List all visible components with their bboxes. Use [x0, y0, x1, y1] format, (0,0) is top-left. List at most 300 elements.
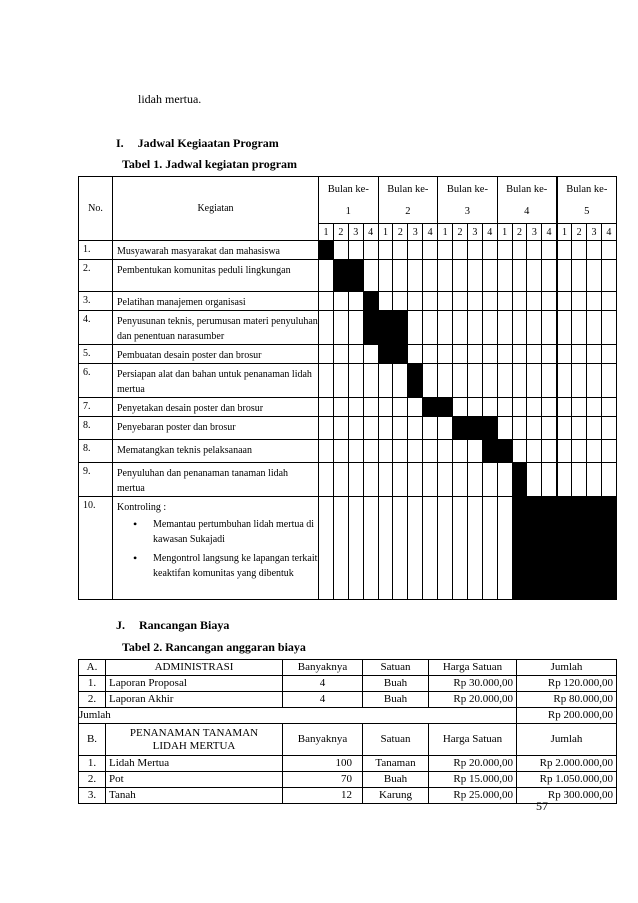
sub-list-item: • Mengontrol langsung ke lapangan terkait keaktifan komunitas yang dibentuk	[153, 551, 318, 581]
schedule-cell-filled	[512, 497, 527, 600]
schedule-cell	[557, 311, 572, 345]
schedule-row	[79, 398, 617, 417]
schedule-table	[78, 176, 617, 600]
schedule-cell	[542, 345, 557, 364]
schedule-cell	[512, 440, 527, 463]
schedule-cell	[363, 260, 378, 292]
schedule-cell	[572, 440, 587, 463]
schedule-cell	[542, 364, 557, 398]
schedule-cell	[482, 463, 497, 497]
schedule-cell-filled	[319, 241, 334, 260]
schedule-cell	[378, 364, 393, 398]
schedule-cell	[587, 311, 602, 345]
budget-a-total: Jumlah Rp 200.000,00	[79, 708, 617, 724]
schedule-cell	[467, 398, 482, 417]
row-number: 6.	[79, 364, 113, 398]
schedule-cell	[557, 241, 572, 260]
schedule-cell	[423, 241, 438, 260]
schedule-cell	[601, 440, 616, 463]
week-label: 1	[557, 224, 572, 241]
schedule-cell	[527, 364, 542, 398]
week-label: 3	[348, 224, 363, 241]
schedule-cell-filled	[363, 311, 378, 345]
schedule-cell	[423, 364, 438, 398]
schedule-cell-filled	[348, 260, 363, 292]
schedule-cell	[438, 260, 453, 292]
schedule-cell	[527, 398, 542, 417]
schedule-cell	[438, 364, 453, 398]
schedule-cell	[423, 417, 438, 440]
activity-text: Pembuatan desain poster dan brosur	[117, 350, 262, 361]
activity-cell	[113, 241, 319, 260]
week-label: 1	[438, 224, 453, 241]
row-number: 10.	[79, 497, 113, 600]
schedule-cell	[333, 417, 348, 440]
schedule-cell	[348, 417, 363, 440]
schedule-cell-filled	[438, 398, 453, 417]
schedule-cell	[348, 311, 363, 345]
schedule-cell	[601, 417, 616, 440]
budget-table	[78, 659, 617, 804]
month-header: Bulan ke- 3	[438, 177, 498, 224]
schedule-cell	[601, 292, 616, 311]
budget-b-row: 3. Tanah 12 Karung Rp 25.000,00 Rp 300.000,00	[79, 788, 617, 804]
schedule-cell	[408, 292, 423, 311]
month-header: Bulan ke- 2	[378, 177, 438, 224]
schedule-cell	[601, 260, 616, 292]
schedule-cell	[527, 345, 542, 364]
schedule-row	[79, 417, 617, 440]
schedule-cell	[587, 440, 602, 463]
schedule-cell	[497, 398, 512, 417]
schedule-cell	[542, 398, 557, 417]
schedule-cell-filled	[482, 417, 497, 440]
schedule-cell	[557, 292, 572, 311]
schedule-cell	[512, 417, 527, 440]
schedule-cell-filled	[408, 364, 423, 398]
schedule-cell	[497, 497, 512, 600]
schedule-cell	[423, 260, 438, 292]
schedule-cell	[467, 292, 482, 311]
budget-a-row: 2. Laporan Akhir 4 Buah Rp 20.000,00 Rp 80.000,00	[79, 692, 617, 708]
schedule-cell	[527, 292, 542, 311]
week-label: 2	[333, 224, 348, 241]
schedule-cell	[408, 497, 423, 600]
schedule-cell	[453, 311, 468, 345]
schedule-cell	[363, 463, 378, 497]
schedule-cell	[572, 345, 587, 364]
schedule-cell-filled	[542, 497, 557, 600]
activity-text: Penyetakan desain poster dan brosur	[117, 403, 264, 414]
week-label: 4	[423, 224, 438, 241]
schedule-cell	[557, 463, 572, 497]
schedule-cell-filled	[557, 497, 572, 600]
schedule-cell	[587, 364, 602, 398]
schedule-cell	[438, 345, 453, 364]
schedule-cell	[572, 311, 587, 345]
schedule-cell	[333, 463, 348, 497]
schedule-cell	[438, 440, 453, 463]
schedule-cell	[333, 364, 348, 398]
activity-text: Pelatihan manajemen organisasi	[117, 297, 246, 308]
schedule-cell	[512, 398, 527, 417]
schedule-row	[79, 241, 617, 260]
schedule-cell	[348, 345, 363, 364]
schedule-cell	[557, 398, 572, 417]
schedule-cell	[348, 241, 363, 260]
schedule-cell	[557, 364, 572, 398]
schedule-cell	[497, 417, 512, 440]
schedule-cell	[408, 417, 423, 440]
schedule-cell	[601, 364, 616, 398]
schedule-cell	[572, 417, 587, 440]
schedule-cell	[319, 311, 334, 345]
row-number: 4.	[79, 311, 113, 345]
row-number: 3.	[79, 292, 113, 311]
schedule-cell	[423, 292, 438, 311]
schedule-cell	[363, 417, 378, 440]
week-label: 1	[319, 224, 334, 241]
schedule-cell	[319, 292, 334, 311]
page-number: 57	[536, 799, 548, 813]
schedule-cell	[333, 345, 348, 364]
schedule-row	[79, 497, 617, 600]
row-number: 7.	[79, 398, 113, 417]
week-label: 1	[378, 224, 393, 241]
activity-cell	[113, 345, 319, 364]
schedule-cell	[438, 463, 453, 497]
schedule-row	[79, 364, 617, 398]
schedule-cell	[512, 260, 527, 292]
schedule-cell	[423, 311, 438, 345]
schedule-cell	[363, 440, 378, 463]
schedule-cell	[601, 398, 616, 417]
activity-cell	[113, 398, 319, 417]
activity-text: Pembentukan komunitas peduli lingkungan	[117, 265, 291, 276]
schedule-cell	[467, 241, 482, 260]
schedule-cell	[482, 292, 497, 311]
schedule-cell-filled	[512, 463, 527, 497]
schedule-cell	[557, 440, 572, 463]
schedule-cell	[319, 463, 334, 497]
schedule-cell-filled	[497, 440, 512, 463]
row-number: 8.	[79, 440, 113, 463]
week-label: 3	[527, 224, 542, 241]
schedule-cell	[527, 440, 542, 463]
week-label: 3	[408, 224, 423, 241]
schedule-cell	[333, 497, 348, 600]
section-j-heading	[116, 618, 229, 633]
schedule-cell	[497, 463, 512, 497]
schedule-cell	[393, 241, 408, 260]
schedule-cell	[363, 398, 378, 417]
schedule-cell	[453, 440, 468, 463]
schedule-cell	[319, 398, 334, 417]
schedule-cell	[587, 463, 602, 497]
schedule-cell	[319, 345, 334, 364]
schedule-cell	[453, 345, 468, 364]
activity-cell	[113, 463, 319, 497]
schedule-cell	[363, 345, 378, 364]
schedule-cell	[497, 345, 512, 364]
schedule-cell	[333, 311, 348, 345]
section-j-title: Rancangan Biaya	[139, 618, 230, 632]
schedule-cell-filled	[527, 497, 542, 600]
schedule-cell	[319, 260, 334, 292]
schedule-cell	[542, 260, 557, 292]
schedule-cell	[542, 241, 557, 260]
schedule-cell	[512, 364, 527, 398]
schedule-cell	[348, 364, 363, 398]
schedule-cell	[348, 463, 363, 497]
schedule-cell	[319, 417, 334, 440]
schedule-cell	[467, 364, 482, 398]
activity-cell	[113, 260, 319, 292]
schedule-cell	[572, 463, 587, 497]
schedule-cell	[601, 345, 616, 364]
schedule-cell	[319, 497, 334, 600]
schedule-cell	[438, 417, 453, 440]
schedule-cell	[408, 260, 423, 292]
schedule-cell	[467, 260, 482, 292]
schedule-cell	[572, 260, 587, 292]
schedule-cell	[482, 311, 497, 345]
schedule-cell	[453, 463, 468, 497]
schedule-cell	[423, 497, 438, 600]
schedule-row	[79, 292, 617, 311]
activity-cell	[113, 311, 319, 345]
schedule-cell	[572, 364, 587, 398]
week-label: 2	[512, 224, 527, 241]
schedule-cell	[512, 311, 527, 345]
row-number: 2.	[79, 260, 113, 292]
schedule-cell	[438, 497, 453, 600]
sub-list-item: • Memantau pertumbuhan lidah mertua di kawasan Sukajadi	[153, 517, 318, 547]
schedule-cell	[378, 241, 393, 260]
schedule-cell	[542, 311, 557, 345]
schedule-cell	[393, 398, 408, 417]
schedule-cell	[557, 260, 572, 292]
schedule-cell	[319, 364, 334, 398]
schedule-cell-filled	[467, 417, 482, 440]
schedule-cell	[393, 463, 408, 497]
month-header: Bulan ke- 4	[497, 177, 557, 224]
schedule-cell-filled	[482, 440, 497, 463]
schedule-cell	[587, 241, 602, 260]
schedule-cell	[333, 241, 348, 260]
activity-text: Persiapan alat dan bahan untuk penanaman lidah mertua	[117, 369, 312, 395]
schedule-cell	[527, 260, 542, 292]
schedule-row	[79, 463, 617, 497]
schedule-cell	[423, 463, 438, 497]
activity-cell	[113, 440, 319, 463]
schedule-cell	[587, 345, 602, 364]
schedule-cell	[527, 463, 542, 497]
schedule-cell	[542, 417, 557, 440]
schedule-cell	[557, 345, 572, 364]
schedule-cell	[438, 241, 453, 260]
schedule-cell	[512, 241, 527, 260]
week-label: 4	[542, 224, 557, 241]
schedule-cell	[348, 398, 363, 417]
activity-cell	[113, 417, 319, 440]
section-i-label: I.	[116, 136, 124, 150]
intro-line: lidah mertua.	[138, 92, 202, 106]
schedule-cell	[497, 364, 512, 398]
section-i-title: Jadwal Kegiaatan Program	[137, 136, 279, 150]
schedule-cell	[363, 497, 378, 600]
activity-text: Kontroling :	[117, 502, 167, 513]
schedule-cell	[408, 311, 423, 345]
section-j-label: J.	[116, 618, 125, 632]
schedule-cell-filled	[393, 345, 408, 364]
schedule-cell-filled	[378, 345, 393, 364]
schedule-cell	[601, 241, 616, 260]
schedule-cell	[467, 463, 482, 497]
schedule-cell	[408, 463, 423, 497]
schedule-cell	[378, 417, 393, 440]
schedule-cell	[542, 463, 557, 497]
schedule-cell	[393, 497, 408, 600]
month-header: Bulan ke- 5	[557, 177, 617, 224]
activity-text: Penyuluhan dan penanaman tanaman lidah mertua	[117, 468, 289, 494]
schedule-cell	[497, 241, 512, 260]
schedule-cell-filled	[587, 497, 602, 600]
activity-text: Penyebaran poster dan brosur	[117, 422, 236, 433]
schedule-cell-filled	[393, 311, 408, 345]
schedule-cell	[467, 311, 482, 345]
table1-caption: Tabel 1. Jadwal kegiatan program	[122, 157, 298, 171]
sub-list	[117, 517, 318, 581]
schedule-cell	[587, 417, 602, 440]
schedule-cell	[482, 398, 497, 417]
schedule-cell	[363, 241, 378, 260]
week-label: 2	[393, 224, 408, 241]
schedule-cell	[572, 398, 587, 417]
schedule-cell	[438, 311, 453, 345]
week-label: 2	[572, 224, 587, 241]
schedule-cell	[378, 398, 393, 417]
schedule-cell	[467, 440, 482, 463]
schedule-cell	[408, 345, 423, 364]
budget-a-row: 1. Laporan Proposal 4 Buah Rp 30.000,00 Rp 120.000,00	[79, 676, 617, 692]
schedule-cell	[319, 440, 334, 463]
week-label: 1	[497, 224, 512, 241]
schedule-row	[79, 345, 617, 364]
schedule-cell	[378, 440, 393, 463]
schedule-row	[79, 260, 617, 292]
schedule-cell	[467, 345, 482, 364]
schedule-cell	[601, 311, 616, 345]
schedule-cell	[482, 497, 497, 600]
schedule-cell	[512, 345, 527, 364]
schedule-cell	[393, 440, 408, 463]
activity-cell	[113, 364, 319, 398]
schedule-cell	[587, 292, 602, 311]
schedule-cell	[572, 292, 587, 311]
schedule-cell	[572, 241, 587, 260]
row-number: 8.	[79, 417, 113, 440]
schedule-cell	[408, 440, 423, 463]
month-header: Bulan ke- 1	[319, 177, 379, 224]
schedule-cell	[393, 364, 408, 398]
schedule-cell-filled	[363, 292, 378, 311]
schedule-cell	[363, 364, 378, 398]
schedule-cell	[378, 497, 393, 600]
col-kegiatan-header: Kegiatan	[113, 177, 319, 241]
week-label: 3	[467, 224, 482, 241]
schedule-cell	[348, 440, 363, 463]
schedule-cell	[393, 260, 408, 292]
row-number: 9.	[79, 463, 113, 497]
schedule-cell	[497, 311, 512, 345]
schedule-cell	[423, 345, 438, 364]
week-label: 2	[453, 224, 468, 241]
schedule-cell	[527, 417, 542, 440]
section-i-heading	[116, 136, 279, 151]
schedule-row	[79, 311, 617, 345]
schedule-cell-filled	[453, 417, 468, 440]
schedule-cell	[453, 364, 468, 398]
schedule-cell	[497, 292, 512, 311]
schedule-cell	[527, 311, 542, 345]
activity-cell	[113, 292, 319, 311]
schedule-cell	[393, 292, 408, 311]
schedule-cell-filled	[601, 497, 616, 600]
week-label: 3	[587, 224, 602, 241]
activity-text: Musyawarah masyarakat dan mahasiswa	[117, 246, 280, 257]
schedule-cell	[601, 463, 616, 497]
row-number: 1.	[79, 241, 113, 260]
budget-b-header: B. PENANAMAN TANAMAN LIDAH MERTUA Banyaknya Satuan Harga Satuan Jumlah	[79, 724, 617, 756]
schedule-cell	[393, 417, 408, 440]
schedule-cell	[408, 241, 423, 260]
budget-b-row: 2. Pot 70 Buah Rp 15.000,00 Rp 1.050.000,00	[79, 772, 617, 788]
schedule-cell	[482, 364, 497, 398]
col-no-header: No.	[79, 177, 113, 241]
schedule-cell	[408, 398, 423, 417]
activity-text: Mematangkan teknis pelaksanaan	[117, 445, 252, 456]
activity-text: Penyusunan teknis, perumusan materi penyuluhan dan penentuan narasumber	[117, 316, 318, 342]
schedule-cell	[378, 463, 393, 497]
budget-b-row: 1. Lidah Mertua 100 Tanaman Rp 20.000,00 Rp 2.000.000,00	[79, 756, 617, 772]
week-label: 4	[363, 224, 378, 241]
budget-a-header: A. ADMINISTRASI Banyaknya Satuan Harga Satuan Jumlah	[79, 660, 617, 676]
table2-caption: Tabel 2. Rancangan anggaran biaya	[122, 640, 306, 654]
schedule-cell	[587, 260, 602, 292]
schedule-cell-filled	[378, 311, 393, 345]
schedule-cell	[453, 260, 468, 292]
schedule-cell	[497, 260, 512, 292]
schedule-cell	[542, 440, 557, 463]
schedule-cell-filled	[333, 260, 348, 292]
schedule-cell-filled	[572, 497, 587, 600]
schedule-cell	[378, 292, 393, 311]
schedule-cell	[333, 292, 348, 311]
week-label: 4	[482, 224, 497, 241]
schedule-cell	[438, 292, 453, 311]
schedule-cell	[348, 497, 363, 600]
schedule-cell	[467, 497, 482, 600]
schedule-cell	[378, 260, 393, 292]
schedule-cell	[527, 241, 542, 260]
schedule-row	[79, 440, 617, 463]
schedule-cell	[453, 398, 468, 417]
schedule-cell	[333, 398, 348, 417]
schedule-cell	[453, 497, 468, 600]
schedule-cell-filled	[423, 398, 438, 417]
schedule-cell	[557, 417, 572, 440]
